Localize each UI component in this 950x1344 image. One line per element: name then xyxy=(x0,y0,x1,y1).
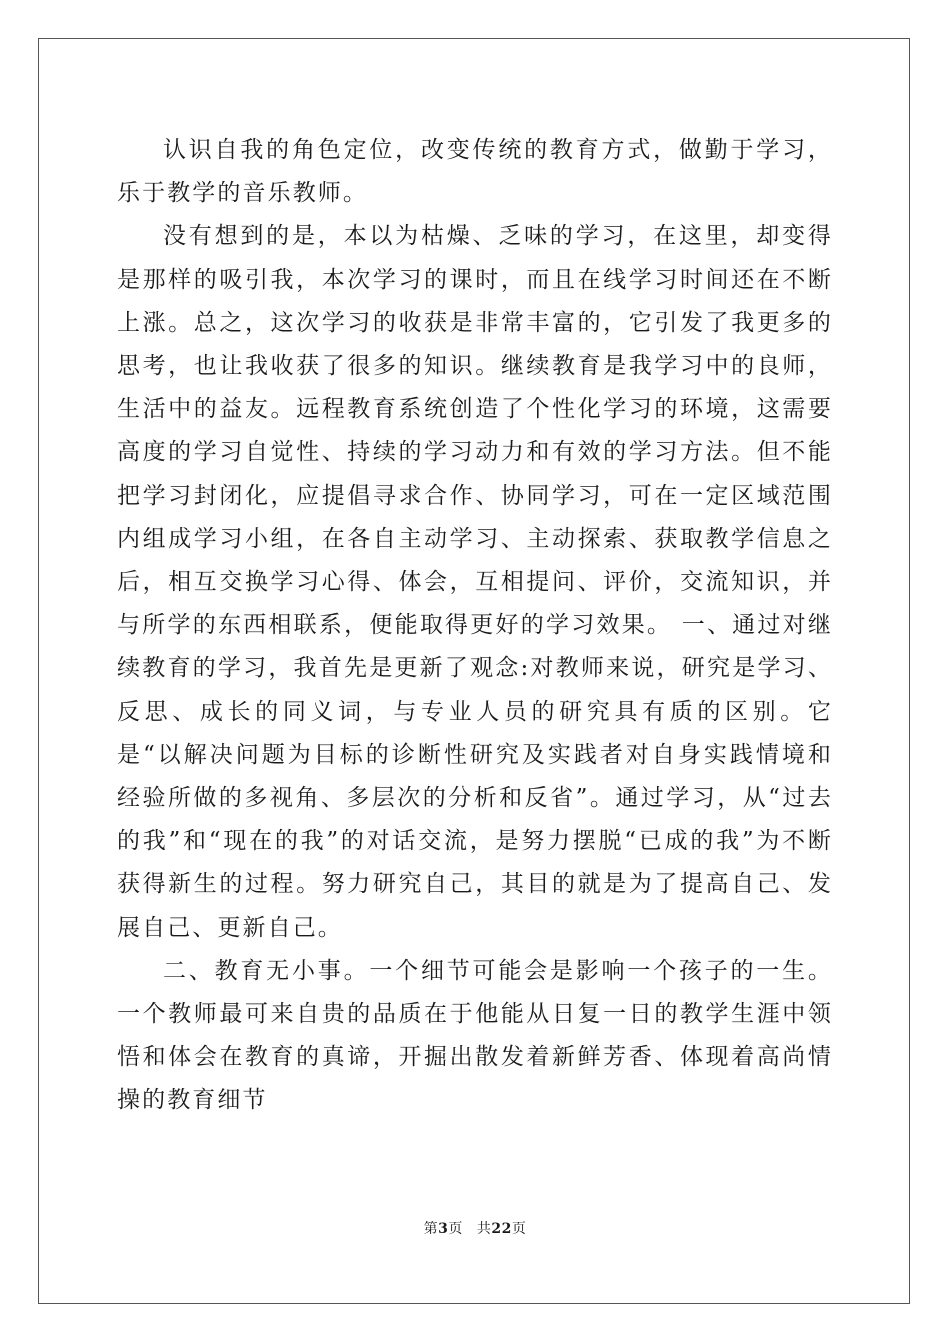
total-pages-number: 22 xyxy=(491,1221,512,1237)
total-suffix: 页 xyxy=(511,1221,527,1237)
document-body xyxy=(117,129,833,1123)
paragraph-3: 二、教育无小事。一个细节可能会是影响一个孩子的一生。一个教师最可来自贵的品质在于他能从日复一日的教学生涯中领悟和体会在教育的真谛，开掘出散发着新鲜芳香、体现着高尚情操的教育细节 xyxy=(117,957,833,1114)
paragraph-1: 认识自我的角色定位，改变传统的教育方式，做勤于学习，乐于教学的音乐教师。 xyxy=(117,137,833,207)
total-prefix: 共 xyxy=(476,1221,492,1237)
paragraph-2: 没有想到的是，本以为枯燥、乏味的学习，在这里，却变得是那样的吸引我，本次学习的课时，而且在线学习时间还在不断上涨。总之，这次学习的收获是非常丰富的，它引发了我更多的思考，也让我收获了很多的知识。继续教育是我学习中的良师，生活中的益友。远程教育系统创造了个性化学习的环境，这需要高度的学习自觉性、持续的学习动力和有效的学习方法。但不能把学习封闭化，应提倡寻求合作、协同学习，可在一定区域范围内组成学习小组，在各自主动学习、主动探索、获取教学信息之后，相互交换学习心得、体会，互相提问、评价，交流知识，并与所学的东西相联系，便能取得更好的学习效果。 一、通过对继续教育的学习，我首先是更新了观念:对教师来说，研究是学习、反思、成长的同义词，与专业人员的研究具有质的区别。它是“以解决问题为目标的诊断性研究及实践者对自身实践情境和经验所做的多视角、多层次的分析和反省”。通过学习，从“过去的我”和“现在的我”的对话交流，是努力摆脱“已成的我”为不断获得新生的过程。努力研究自己，其目的就是为了提高自己、发展自己、更新自己。 xyxy=(117,223,833,941)
page-footer xyxy=(0,1218,950,1238)
page-prefix: 第 xyxy=(423,1221,439,1237)
current-page-number: 3 xyxy=(438,1221,449,1237)
page-suffix: 页 xyxy=(448,1221,463,1237)
